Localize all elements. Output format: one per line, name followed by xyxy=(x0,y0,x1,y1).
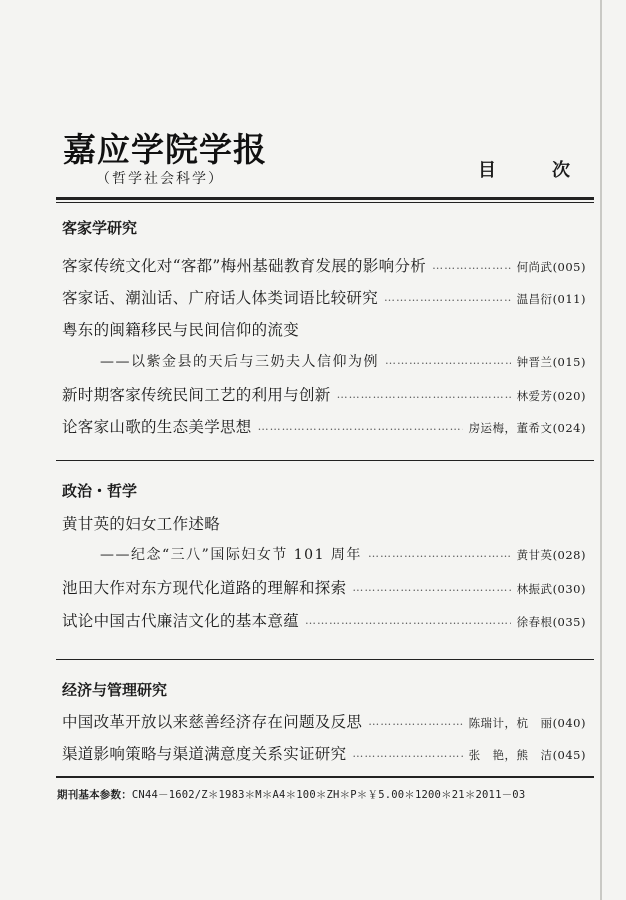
page-edge-shadow xyxy=(600,0,602,900)
entry-page: (045) xyxy=(552,748,586,762)
section-heading-politics-philosophy: 政治・哲学 xyxy=(62,482,138,500)
entry-page: (011) xyxy=(552,292,586,306)
entry-title: 新时期客家传统民间工艺的利用与创新 xyxy=(62,386,331,404)
entry-title: 渠道影响策略与渠道满意度关系实证研究 xyxy=(62,745,347,763)
dot-leader xyxy=(368,547,511,560)
entry-title: 黄甘英的妇女工作述略 xyxy=(62,515,221,533)
section-divider xyxy=(56,659,594,660)
entry-author: 林振武 xyxy=(516,582,553,596)
entry-author: 张 艳，熊 洁 xyxy=(468,748,553,762)
entry-title: 粤东的闽籍移民与民间信仰的流变 xyxy=(62,321,300,339)
header-rule-thin xyxy=(56,202,594,203)
entry-author: 黄甘英 xyxy=(516,548,553,562)
footer-rule xyxy=(56,776,594,778)
entry-page: (030) xyxy=(552,582,586,596)
dot-leader xyxy=(385,354,511,367)
toc-label-mu: 目 xyxy=(478,160,496,181)
entry-subtitle-text: ——以紫金县的天后与三奶夫人信仰为例 xyxy=(100,354,379,370)
section-divider xyxy=(56,460,594,461)
toc-entry[interactable] xyxy=(62,512,586,536)
toc-entry[interactable] xyxy=(62,318,586,342)
entry-page: (028) xyxy=(552,548,586,562)
section-heading-economics-management: 经济与管理研究 xyxy=(62,681,168,699)
entry-author: 温昌衍 xyxy=(516,292,553,306)
entry-author: 林爱芳 xyxy=(516,389,553,403)
entry-author: 房运梅，董希文 xyxy=(468,421,553,435)
entry-page: (035) xyxy=(552,615,586,629)
entry-page: (020) xyxy=(552,389,586,403)
entry-page: (005) xyxy=(552,260,586,274)
entry-author: 何尚武 xyxy=(516,260,553,274)
toc-label-ci: 次 xyxy=(552,160,570,181)
toc-entry[interactable] xyxy=(62,286,586,310)
toc-entry[interactable] xyxy=(62,383,586,407)
entry-title: 客家传统文化对“客都”梅州基础教育发展的影响分析 xyxy=(62,257,427,275)
dot-leader xyxy=(432,259,511,272)
entry-title: 中国改革开放以来慈善经济存在问题及反思 xyxy=(62,713,363,731)
toc-entry[interactable] xyxy=(62,254,586,278)
entry-page: (024) xyxy=(552,421,586,435)
toc-entry[interactable] xyxy=(62,576,586,600)
dot-leader xyxy=(337,388,511,401)
journal-title: 嘉应学院学报 xyxy=(63,130,267,169)
entry-page: (015) xyxy=(552,355,586,369)
section-heading-hakka-studies: 客家学研究 xyxy=(62,219,138,237)
entry-author: 钟晋兰 xyxy=(516,355,553,369)
dot-leader xyxy=(352,581,510,594)
dot-leader xyxy=(384,291,511,304)
dot-leader xyxy=(352,747,462,760)
toc-entry[interactable] xyxy=(62,609,586,633)
entry-title: 客家话、潮汕话、广府话人体类词语比较研究 xyxy=(62,289,379,307)
entry-author: 陈瑞计，杭 丽 xyxy=(468,716,553,730)
entry-title: 论客家山歌的生态美学思想 xyxy=(62,418,252,436)
toc-entry[interactable] xyxy=(62,710,586,734)
entry-page: (040) xyxy=(552,716,586,730)
toc-entry[interactable] xyxy=(62,742,586,766)
entry-subtitle-text: ——纪念“三八”国际妇女节 101 周年 xyxy=(100,547,362,563)
parameters-value: CN44－1602/Z＊1983＊M＊A4＊100＊ZH＊P＊￥5.00＊1200＊21＊2011－03 xyxy=(131,789,526,801)
dot-leader xyxy=(305,614,511,627)
entry-title: 池田大作对东方现代化道路的理解和探索 xyxy=(62,579,347,597)
toc-entry-subtitle[interactable] xyxy=(100,544,586,568)
toc-entry-subtitle[interactable] xyxy=(100,351,586,375)
toc-entry[interactable] xyxy=(62,415,586,439)
header-rule-thick xyxy=(56,197,594,200)
dot-leader xyxy=(258,420,463,433)
journal-subtitle: （哲学社会科学） xyxy=(96,171,224,187)
parameters-label: 期刊基本参数： xyxy=(57,789,132,801)
entry-author: 徐春根 xyxy=(516,615,553,629)
entry-title: 试论中国古代廉洁文化的基本意蕴 xyxy=(62,612,300,630)
dot-leader xyxy=(368,715,462,728)
journal-parameters xyxy=(57,787,525,802)
